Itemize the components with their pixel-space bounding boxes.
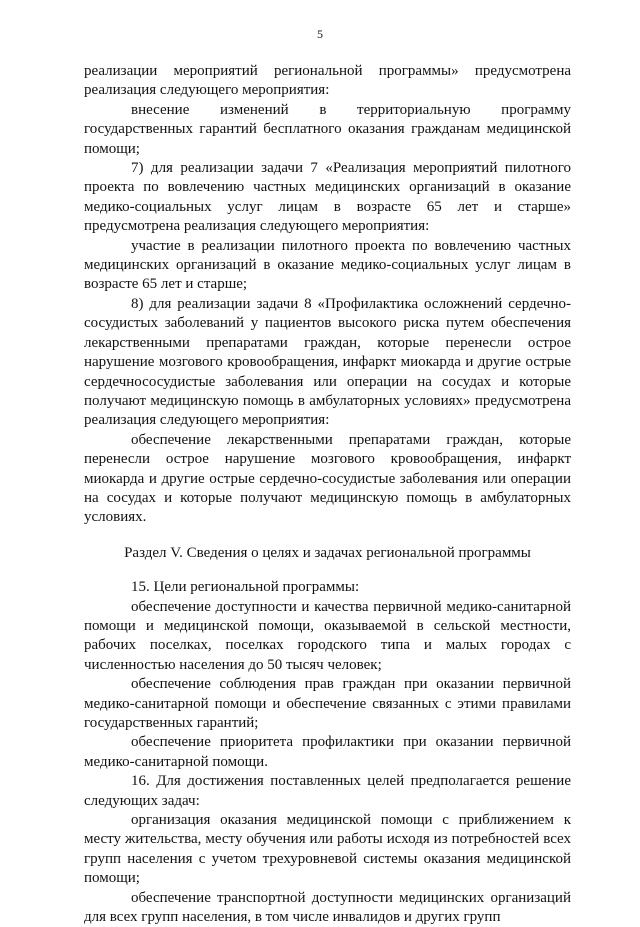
paragraph: участие в реализации пилотного проекта по вовлечению частных медицинских организаций в оказание медико-социальных услуг лицам в возрасте 65 лет и старше; xyxy=(84,237,571,293)
paragraph: 8) для реализации задачи 8 «Профилактика осложнений сердечно-сосудистых заболеваний у пациентов высокого риска путем обеспечения лекарственными препаратами граждан, которые перенесли острое нарушение мозгового кровообращения, инфаркт миокарда и другие острые сердечнососудистые заболевания или операции на сосудах и которые получают медицинскую помощь в амбулаторных условиях» предусмотрена реализация следующего мероприятия: xyxy=(84,295,571,429)
paragraph: внесение изменений в территориальную программу государственных гарантий бесплатного оказания гражданам медицинской помощи; xyxy=(84,101,571,157)
page-number: 5 xyxy=(317,27,323,41)
paragraph: 15. Цели региональной программы: xyxy=(131,579,360,596)
paragraph: 16. Для достижения поставленных целей предполагается решение следующих задач: xyxy=(84,773,571,809)
section-heading: Раздел V. Сведения о целях и задачах региональной программы xyxy=(124,544,531,561)
paragraph: 7) для реализации задачи 7 «Реализация мероприятий пилотного проекта по вовлечению частных медицинских организаций в оказание медико-социальных услуг лицам в возрасте 65 лет и старше» предусмотрена реализация следующего мероприятия: xyxy=(84,160,571,235)
paragraph: обеспечение приоритета профилактики при оказании первичной медико-санитарной помощи. xyxy=(84,734,571,770)
paragraph: обеспечение лекарственными препаратами граждан, которые перенесли острое нарушение мозгового кровообращения, инфаркт миокарда и другие острые сердечно-сосудистые заболевания или операции на сосудах и которые получают медицинскую помощь в амбулаторных условиях. xyxy=(84,431,571,526)
paragraph: организация оказания медицинской помощи с приближением к месту жительства, месту обучения или работы исходя из потребностей всех групп населения с учетом трехуровневой системы оказания медицинской помощи; xyxy=(84,812,571,887)
paragraphs-after-heading xyxy=(84,578,571,927)
document-body xyxy=(84,62,571,927)
paragraph: обеспечение доступности и качества первичной медико-санитарной помощи и медицинской помощи, оказываемой в сельской местности, рабочих поселках, поселках городского типа и малых городах с численностью населения до 50 тысяч человек; xyxy=(84,598,571,673)
paragraph: обеспечение транспортной доступности медицинских организаций для всех групп населения, в том числе инвалидов и других групп xyxy=(84,889,571,926)
paragraphs-before-heading xyxy=(84,62,571,528)
paragraph: обеспечение соблюдения прав граждан при оказании первичной медико-санитарной помощи и обеспечение связанных с этими правилами государственных гарантий; xyxy=(84,676,571,731)
paragraph: реализации мероприятий региональной программы» предусмотрена реализация следующего мероприятия: xyxy=(84,63,571,99)
